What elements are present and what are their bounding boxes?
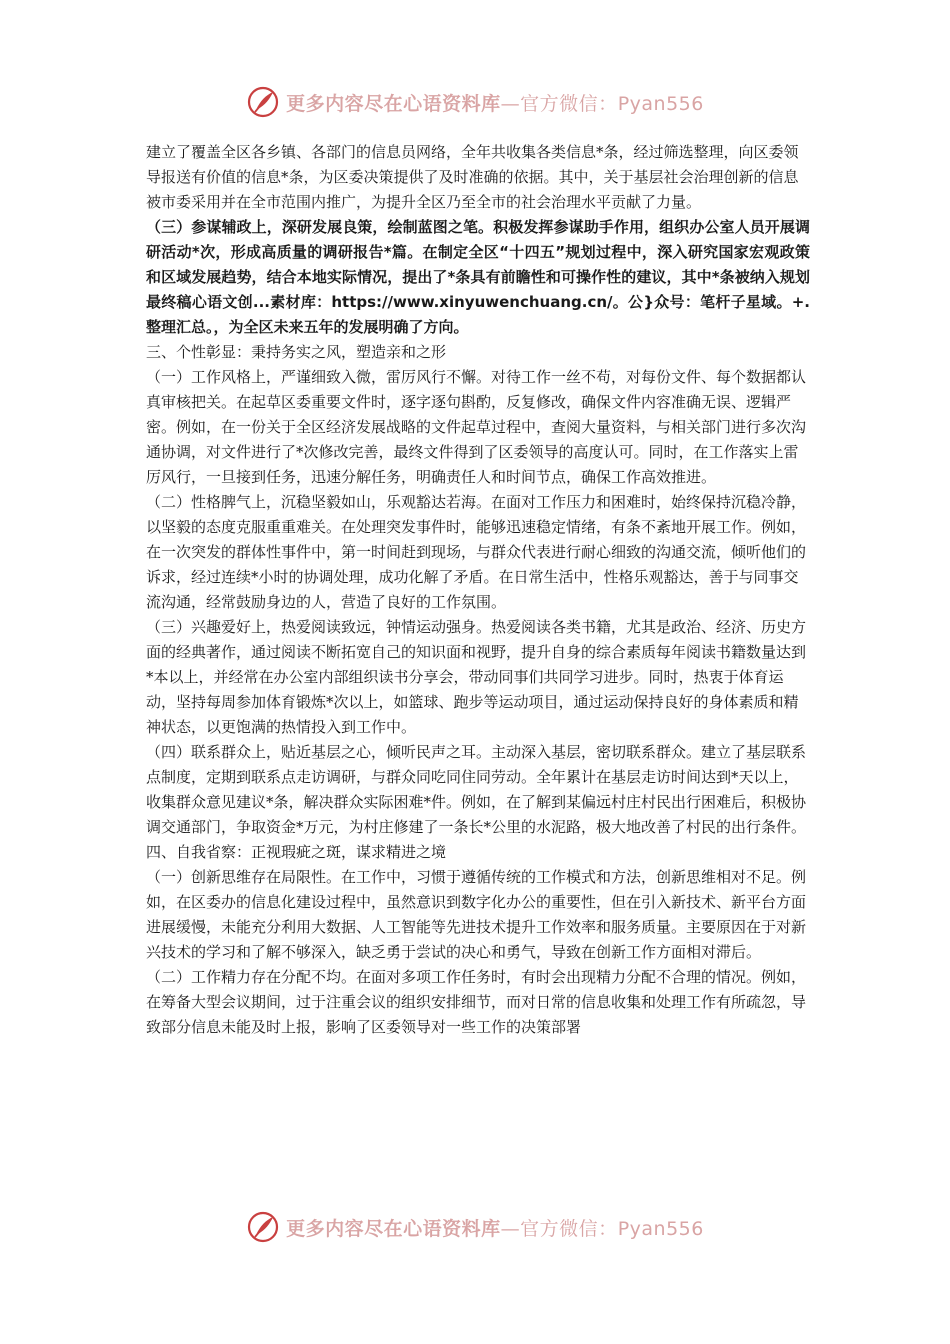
section-heading-3: 三、个性彰显：秉持务实之风，塑造亲和之形 <box>146 343 447 361</box>
document-body <box>146 140 810 1040</box>
quill-logo-icon <box>246 1210 280 1244</box>
header-watermark-text <box>286 89 704 116</box>
paragraph-work-style: （一）工作风格上，严谨细致入微，雷厉风行不懈。对待工作一丝不苟，对每份文件、每个数据都认真审核把关。在起草区委重要文件时，逐字逐句斟酌，反复修改，确保文件内容准确无误、逻辑严密。例如，在一份关于全区经济发展战略的文件起草过程中，查阅大量资料，与相关部门进行多次沟通协调，对文件进行了*次修改完善，最终文件得到了区委领导的高度认可。同时，在工作落实上雷厉风行，一旦接到任务，迅速分解任务，明确责任人和时间节点，确保工作高效推进。 <box>146 368 807 486</box>
header-watermark-banner <box>0 82 950 122</box>
watermark-dash: — <box>500 92 521 115</box>
paragraph-grassroots: （四）联系群众上，贴近基层之心，倾听民声之耳。主动深入基层，密切联系群众。建立了基层联系点制度，定期到联系点走访调研，与群众同吃同住同劳动。全年累计在基层走访时间达到*天以上，收集群众意见建议*条，解决群众实际困难*件。例如，在了解到某偏远村庄村民出行困难后，积极协调交通部门，争取资金*万元，为村庄修建了一条长*公里的水泥路，极大地改善了村民的出行条件。 <box>146 743 807 836</box>
watermark-brand: 更多内容尽在心语资料库 <box>286 92 501 115</box>
paragraph-innovation: （一）创新思维存在局限性。在工作中，习惯于遵循传统的工作模式和方法，创新思维相对不足。例如，在区委办的信息化建设过程中，虽然意识到数字化办公的重要性，但在引入新技术、新平台方面进展缓慢，未能充分利用大数据、人工智能等先进技术提升工作效率和服务质量。主要原因在于对新兴技术的学习和了解不够深入，缺乏勇于尝试的决心和勇气，导致在创新工作方面相对滞后。 <box>146 868 807 961</box>
watermark-wechat-id: Pyan556 <box>617 92 704 115</box>
paragraph-hobbies: （三）兴趣爱好上，热爱阅读致远，钟情运动强身。热爱阅读各类书籍，尤其是政治、经济、历史方面的经典著作，通过阅读不断拓宽自己的知识面和视野，提升自身的综合素质每年阅读书籍数量达到*本以上，并经常在办公室内部组织读书分享会，带动同事们共同学习进步。同时，热衷于体育运动，坚持每周参加体育锻炼*次以上，如篮球、跑步等运动项目，通过运动保持良好的身体素质和精神状态，以更饱满的热情投入到工作中。 <box>146 618 807 736</box>
footer-watermark-banner <box>0 1207 950 1247</box>
quill-logo-icon <box>246 85 280 119</box>
watermark-official: 官方微信： <box>520 92 618 115</box>
section-heading-4: 四、自我省察：正视瑕疵之斑，谋求精进之境 <box>146 843 447 861</box>
footer-watermark-text <box>286 1214 704 1241</box>
watermark-wechat-id: Pyan556 <box>617 1217 704 1240</box>
watermark-dash: — <box>500 1217 521 1240</box>
watermark-official: 官方微信： <box>520 1217 618 1240</box>
paragraph-advisory: （三）参谋辅政上，深研发展良策，绘制蓝图之笔。积极发挥参谋助手作用，组织办公室人员开展调研活动*次，形成高质量的调研报告*篇。在制定全区“十四五”规划过程中，深入研究国家宏观政策和区域发展趋势，结合本地实际情况，提出了*条具有前瞻性和可操作性的建议，其中*条被纳入规划最终稿心语文创...素材库：https://www.xinyuwenchuang.cn/。公}众号：笔杆子星域。+.整理汇总。，为全区未来五年的发展明确了方向。 <box>146 218 810 336</box>
paragraph-temperament: （二）性格脾气上，沉稳坚毅如山，乐观豁达若海。在面对工作压力和困难时，始终保持沉稳冷静，以坚毅的态度克服重重难关。在处理突发事件时，能够迅速稳定情绪，有条不紊地开展工作。例如，在一次突发的群体性事件中，第一时间赶到现场，与群众代表进行耐心细致的沟通交流，倾听他们的诉求，经过连续*小时的协调处理，成功化解了矛盾。在日常生活中，性格乐观豁达，善于与同事交流沟通，经常鼓励身边的人，营造了良好的工作氛围。 <box>146 493 807 611</box>
paragraph-energy: （二）工作精力存在分配不均。在面对多项工作任务时，有时会出现精力分配不合理的情况。例如，在筹备大型会议期间，过于注重会议的组织安排细节，而对日常的信息收集和处理工作有所疏忽，导致部分信息未能及时上报，影响了区委领导对一些工作的决策部署 <box>146 968 807 1036</box>
paragraph-info-network: 建立了覆盖全区各乡镇、各部门的信息员网络，全年共收集各类信息*条，经过筛选整理，向区委领导报送有价值的信息*条，为区委决策提供了及时准确的依据。其中，关于基层社会治理创新的信息被市委采用并在全市范围内推广，为提升全区乃至全市的社会治理水平贡献了力量。 <box>146 143 799 211</box>
watermark-brand: 更多内容尽在心语资料库 <box>286 1217 501 1240</box>
